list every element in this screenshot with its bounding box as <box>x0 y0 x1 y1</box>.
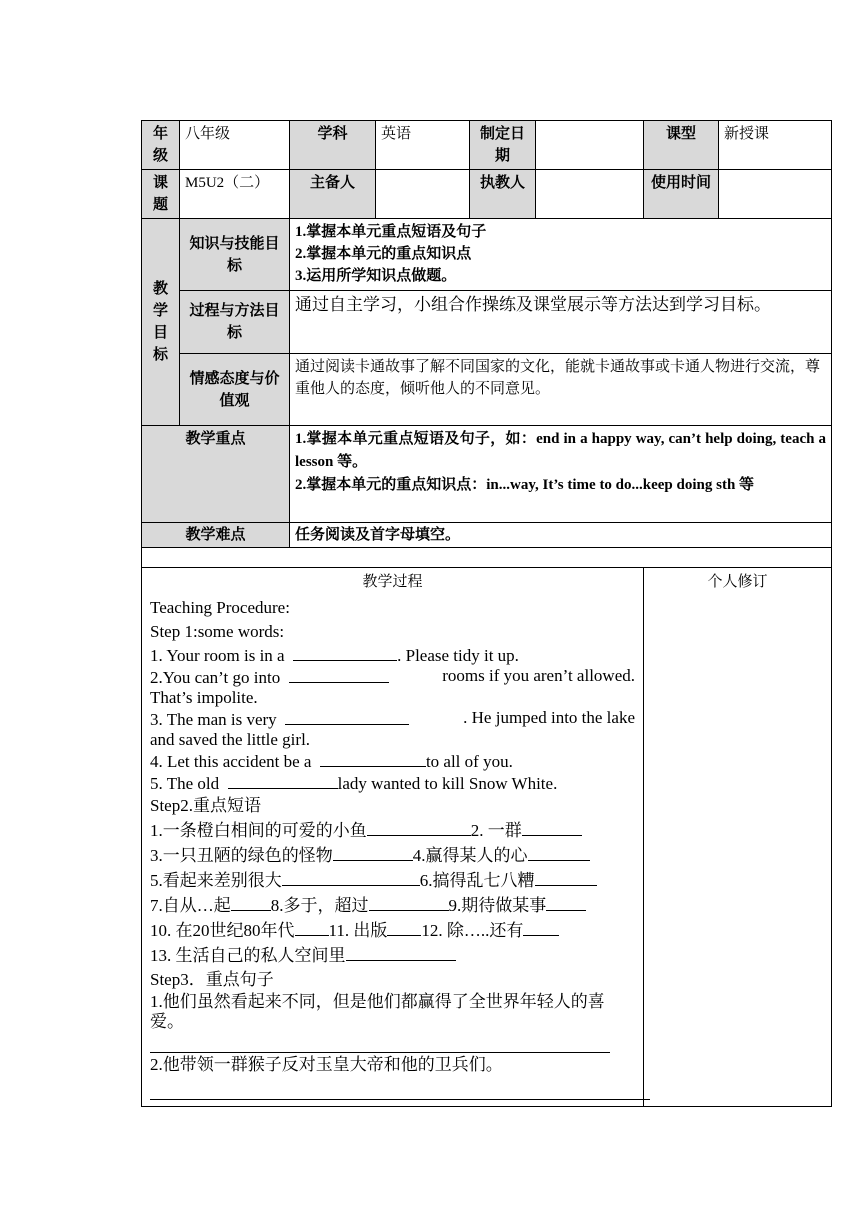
goal-knowledge-row <box>142 219 832 291</box>
phrase-line-6: 13. 生活自己的私人空间里 <box>150 943 635 968</box>
phrase-line-1: 1.一条橙白相间的可爱的小鱼 2. 一群 <box>150 818 635 843</box>
phrase-line-4: 7.自从…起 8.多于，超过 9.期待做某事 <box>150 893 635 918</box>
phrase-line-5: 10. 在20世纪80年代 11. 出版 12. 除…..还有 <box>150 918 635 943</box>
topic-label: 课题 <box>142 170 180 219</box>
answer-blank <box>285 708 409 725</box>
phrase-line-2: 3.一只丑陋的绿色的怪物 4.赢得某人的心 <box>150 843 635 868</box>
goal-emotion-row <box>142 354 832 426</box>
step1-title: Step 1:some words: <box>150 622 285 641</box>
answer-blank <box>346 944 456 961</box>
knowledge-line: 1.掌握本单元重点短语及句子 <box>295 224 487 240</box>
answer-line <box>150 1081 650 1100</box>
keypoints-label: 教学重点 <box>142 426 290 523</box>
answer-blank <box>528 844 590 861</box>
answer-blank <box>231 894 271 911</box>
usetime-value <box>719 170 832 219</box>
sentence-2: 2.他带领一群猴子反对玉皇大帝和他的卫兵们。 <box>150 1055 503 1074</box>
keypoints-text <box>290 426 832 523</box>
lesson-plan-table <box>141 120 832 1107</box>
grade-value: 八年级 <box>180 121 290 170</box>
answer-blank <box>228 772 338 789</box>
preparer-label: 主备人 <box>290 170 376 219</box>
type-label: 课型 <box>644 121 719 170</box>
word-item-3: 3. The man is very . He jumped into the lake <box>150 708 635 729</box>
process-method-text: 通过自主学习，小组合作操练及课堂展示等方法达到学习目标。 <box>290 291 832 354</box>
word-item-1: 1. Your room is in a . Please tidy it up. <box>150 646 519 665</box>
answer-blank <box>546 894 586 911</box>
goals-label: 教学目标 <box>142 219 180 426</box>
knowledge-text <box>290 219 832 291</box>
step2-title: Step2.重点短语 <box>150 796 261 815</box>
teacher-value <box>536 170 644 219</box>
knowledge-line: 3.运用所学知识点做题。 <box>295 268 457 284</box>
subject-label: 学科 <box>290 121 376 170</box>
word-item-4: 4. Let this accident be a to all of you. <box>150 752 513 771</box>
word-item-3-cont: and saved the little girl. <box>150 730 311 749</box>
emotion-text: 通过阅读卡通故事了解不同国家的文化，能就卡通故事或卡通人物进行交流，尊重他人的态度，倾听他人的不同意见。 <box>290 354 832 426</box>
keypoint-line: 2.掌握本单元的重点知识点：in...way, It’s time to do...keep doing sth 等 <box>295 477 755 493</box>
word-item-2: 2.You can’t go into rooms if you aren’t allowed. <box>150 666 635 687</box>
date-value <box>536 121 644 170</box>
grade-label: 年级 <box>142 121 180 170</box>
difficulty-label: 教学难点 <box>142 523 290 548</box>
knowledge-label: 知识与技能目标 <box>180 219 290 291</box>
process-row <box>142 568 832 1107</box>
spacer-row <box>142 548 832 568</box>
answer-blank <box>289 666 389 683</box>
goal-process-row <box>142 291 832 354</box>
keypoints-row <box>142 426 832 523</box>
answer-blank <box>293 644 397 661</box>
answer-blank <box>522 819 582 836</box>
answer-blank <box>367 819 471 836</box>
answer-blank <box>387 919 421 936</box>
emotion-label: 情感态度与价值观 <box>180 354 290 426</box>
process-header: 教学过程 <box>362 574 423 590</box>
teacher-label: 执教人 <box>470 170 536 219</box>
spacer-cell <box>142 548 832 568</box>
word-item-5: 5. The old lady wanted to kill Snow White. <box>150 774 558 793</box>
difficulty-row <box>142 523 832 548</box>
word-item-2-cont: That’s impolite. <box>150 688 258 707</box>
procedure-title: Teaching Procedure: <box>150 598 290 617</box>
preparer-value <box>376 170 470 219</box>
answer-blank <box>535 869 597 886</box>
process-method-label: 过程与方法目标 <box>180 291 290 354</box>
answer-blank <box>320 750 426 767</box>
keypoint-line: 1.掌握本单元重点短语及句子，如：end in a happy way, can’t help doing, teach a lesson 等。 <box>295 431 826 470</box>
answer-blank <box>523 919 559 936</box>
topic-value: M5U2（二） <box>180 170 290 219</box>
subject-value: 英语 <box>376 121 470 170</box>
header-row-1 <box>142 121 832 170</box>
knowledge-line: 2.掌握本单元的重点知识点 <box>295 246 472 262</box>
process-cell <box>142 568 644 1107</box>
usetime-label: 使用时间 <box>644 170 719 219</box>
answer-blank <box>295 919 329 936</box>
answer-blank <box>282 869 420 886</box>
answer-blank <box>333 844 413 861</box>
date-label: 制定日期 <box>470 121 536 170</box>
answer-blank <box>369 894 449 911</box>
header-row-2 <box>142 170 832 219</box>
difficulty-text: 任务阅读及首字母填空。 <box>290 523 832 548</box>
sentence-1: 1.他们虽然看起来不同，但是他们都赢得了全世界年轻人的喜爱。 <box>150 992 605 1031</box>
step3-title: Step3．重点句子 <box>150 970 274 989</box>
revision-cell: 个人修订 <box>644 568 832 1107</box>
type-value: 新授课 <box>719 121 832 170</box>
answer-line <box>150 1034 610 1053</box>
phrase-line-3: 5.看起来差别很大 6.搞得乱七八糟 <box>150 868 635 893</box>
